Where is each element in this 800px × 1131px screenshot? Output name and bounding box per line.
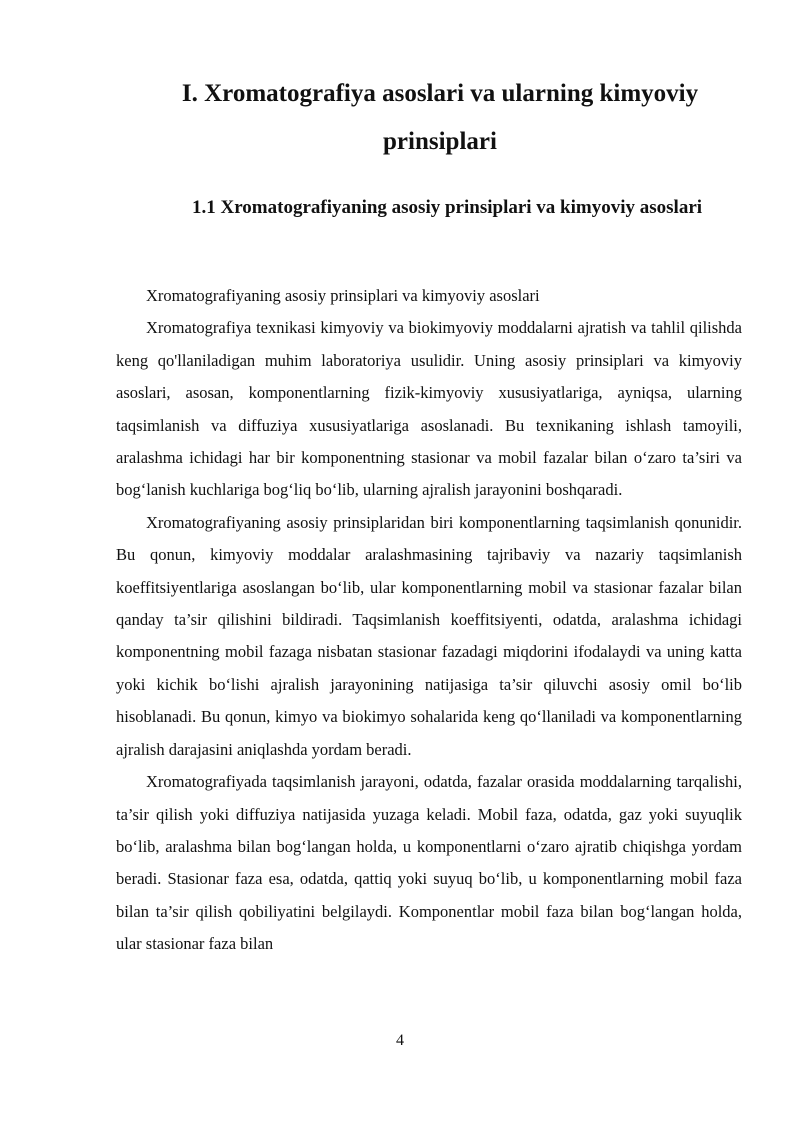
paragraph-2: Xromatografiya texnikasi kimyoviy va biokimyoviy moddalarni ajratish va tahlil qilishda keng qo'llaniladigan muhim laboratoriya usulidir. Uning asosiy prinsiplari va kimyoviy asoslari, asosan, komponentlarning fizik-kimyoviy xususiyatlariga, ayniqsa, ularning taqsimlanish va diffuziya xususiyatlariga asoslanadi. Bu texnikaning ishlash tamoyili, aralashma ichidagi har bir komponentning stasionar va mobil fazalar bilan o‘zaro ta’siri va bog‘lanish kuchlariga bog‘liq bo‘lib, ularning ajralish jarayonini boshqaradi.: [116, 318, 742, 500]
section-heading: 1.1 Xromatografiyaning asosiy prinsiplari va kimyoviy asoslari: [192, 197, 703, 218]
paragraph-3: Xromatografiyaning asosiy prinsiplaridan biri komponentlarning taqsimlanish qonunidir. Bu qonun, kimyoviy moddalar aralashmasining tajribaviy va nazariy taqsimlanish koeffitsiyentlariga asoslangan bo‘lib, ular komponentlarning mobil va stasionar fazalar bilan qanday ta’sir qilishini bildiradi. Taqsimlanish koeffitsiyenti, odatda, aralashma ichidagi komponentning mobil fazaga nisbatan stasionar fazadagi miqdorini ifodalaydi va uning katta yoki kichik bo‘lishi ajralish jarayonining natijasiga ta’sir qiluvchi asosiy omil bo‘lib hisoblanadi. Bu qonun, kimyo va biokimyo sohalarida keng qo‘llaniladi va komponentlarning ajralish darajasini aniqlashda yordam beradi.: [116, 512, 742, 759]
body-text: [116, 280, 742, 961]
paragraph-4: Xromatografiyada taqsimlanish jarayoni, odatda, fazalar orasida moddalarning tarqalishi, ta’sir qilish yoki diffuziya natijasida yuzaga keladi. Mobil faza, odatda, gaz yoki suyuqlik bo‘lib, aralashma bilan bog‘langan holda, u komponentlarni o‘zaro ajratib chiqishga yordam beradi. Stasionar faza esa, odatda, qattiq yoki suyuq bo‘lib, u komponentlarning mobil faza bilan ta’sir qilish qobiliyatini belgilaydi. Komponentlar mobil faza bilan bog‘langan holda, ular stasionar faza bilan: [116, 772, 742, 954]
page-number: 4: [396, 1032, 404, 1049]
paragraph-1: Xromatografiyaning asosiy prinsiplari va kimyoviy asoslari: [146, 286, 540, 305]
chapter-title: I. Xromatografiya asoslari va ularning kimyoviy prinsiplari: [181, 80, 699, 155]
